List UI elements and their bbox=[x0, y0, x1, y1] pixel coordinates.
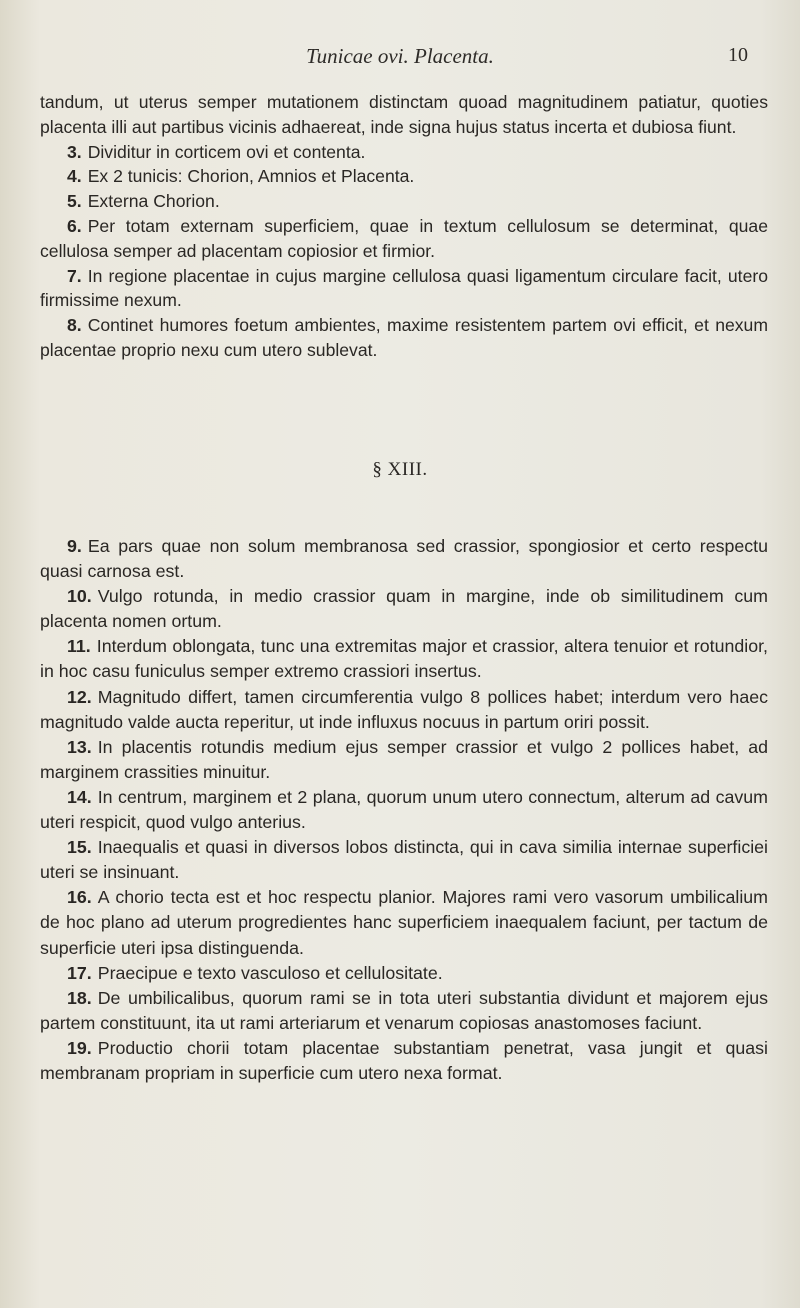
paragraph bbox=[40, 835, 768, 885]
paragraph bbox=[40, 986, 768, 1036]
paragraph-number: 3. bbox=[67, 141, 82, 162]
paragraph-number: 6. bbox=[67, 215, 82, 236]
paragraph-number: 7. bbox=[67, 265, 82, 286]
paragraph-text: Continet humores foetum ambientes, maxime resistentem partem ovi efficit, et nexum placentae proprio nexu cum utero sublevat. bbox=[40, 315, 768, 360]
paragraph bbox=[40, 164, 768, 189]
paragraph-text: Externa Chorion. bbox=[87, 191, 220, 212]
paragraph-number: 10. bbox=[67, 586, 92, 607]
paragraph bbox=[40, 90, 768, 140]
paragraph bbox=[40, 313, 768, 363]
paragraph-text: In centrum, marginem et 2 plana, quorum unum utero connectum, alterum ad cavum uteri respicit, quod vulgo anterius. bbox=[40, 786, 768, 833]
paragraph-text: Magnitudo differt, tamen circumferentia vulgo 8 pollices habet; interdum vero haec magnitudo valde aucta reperitur, ut inde influxus nocuus in partum oriri possit. bbox=[40, 686, 768, 732]
page-number: 10 bbox=[728, 44, 748, 66]
paragraph-number: 11. bbox=[67, 636, 91, 657]
paragraph-number: 19. bbox=[67, 1037, 92, 1058]
paragraph-text: Praecipue e texto vasculoso et cellulositate. bbox=[97, 962, 443, 983]
paragraph-number: 4. bbox=[67, 166, 82, 187]
paragraph-text: tandum, ut uterus semper mutationem distinctam quoad magnitudinem patiatur, quoties placenta illi aut partibus vicinis adhaereat, inde signa hujus status incerta et dubiosa fiunt. bbox=[40, 92, 768, 137]
paragraph-text: Interdum oblongata, tunc una extremitas major et crassior, altera tenuior et rotundior, in hoc casu funiculus semper extremo crassiori insertus. bbox=[40, 636, 768, 682]
paragraph bbox=[40, 1036, 768, 1086]
paragraph bbox=[40, 735, 768, 785]
paragraph bbox=[40, 189, 768, 214]
paragraph-number: 12. bbox=[67, 686, 92, 707]
text-block-before bbox=[40, 90, 768, 363]
paragraph-text: Vulgo rotunda, in medio crassior quam in margine, inde ob similitudinem cum placenta nomen ortum. bbox=[40, 586, 768, 632]
paragraph-text: A chorio tecta est et hoc respectu planior. Majores rami vero vasorum umbilicalium de hoc plano ad uterum progredientes hanc superficiem inaequalem faciunt, per tactum de superficie uteri ipsa distinguenda. bbox=[40, 887, 768, 958]
paragraph bbox=[40, 885, 768, 960]
paragraph bbox=[40, 685, 768, 735]
paragraph-number: 5. bbox=[67, 191, 82, 212]
paragraph-number: 13. bbox=[67, 736, 92, 757]
paragraph-text: Inaequalis et quasi in diversos lobos distincta, qui in cava similia internae superficiei uteri se insinuant. bbox=[40, 837, 768, 883]
paragraph-number: 14. bbox=[67, 786, 92, 807]
paragraph-number: 9. bbox=[67, 536, 82, 556]
paragraph-text: Productio chorii totam placentae substantiam penetrat, vasa jungit et quasi membranam propriam in superficie cum utero nexa format. bbox=[40, 1037, 768, 1083]
paragraph-text: In regione placentae in cujus margine cellulosa quasi ligamentum circulare facit, utero firmissime nexum. bbox=[40, 265, 768, 311]
paragraph bbox=[40, 785, 768, 835]
paragraph-number: 17. bbox=[67, 962, 92, 983]
page-header bbox=[0, 44, 800, 74]
paragraph bbox=[40, 961, 768, 986]
paragraph-number: 18. bbox=[67, 987, 92, 1008]
paragraph-number: 16. bbox=[67, 887, 92, 908]
paragraph-text: In placentis rotundis medium ejus semper crassior et vulgo 2 pollices habet, ad marginem crassities minuitur. bbox=[40, 736, 768, 782]
paragraph bbox=[40, 140, 768, 165]
paragraph bbox=[40, 634, 768, 684]
paragraph-text: Per totam externam superficiem, quae in textum cellulosum se determinat, quae cellulosa semper ad placentam copiosior et firmior. bbox=[40, 215, 768, 261]
paragraph-text: Ex 2 tunicis: Chorion, Amnios et Placenta. bbox=[87, 166, 415, 187]
paragraph bbox=[40, 534, 768, 584]
section-heading: § XIII. bbox=[372, 459, 428, 480]
paragraph-text: Ea pars quae non solum membranosa sed crassior, spongiosior et certo respectu quasi carnosa est. bbox=[40, 536, 768, 582]
paragraph-text: De umbilicalibus, quorum rami se in tota uteri substantia dividunt et majorem ejus partem constituunt, ita ut rami arteriarum et venarum copiosas anastomoses faciunt. bbox=[40, 987, 768, 1033]
paragraph bbox=[40, 584, 768, 634]
running-title: Tunicae ovi. Placenta. bbox=[306, 44, 494, 68]
text-block-after bbox=[40, 534, 768, 1086]
paragraph-number: 8. bbox=[67, 315, 82, 336]
paragraph bbox=[40, 214, 768, 264]
paragraph-text: Dividitur in corticem ovi et contenta. bbox=[87, 141, 366, 162]
paragraph-number: 15. bbox=[67, 837, 92, 858]
paragraph bbox=[40, 264, 768, 314]
